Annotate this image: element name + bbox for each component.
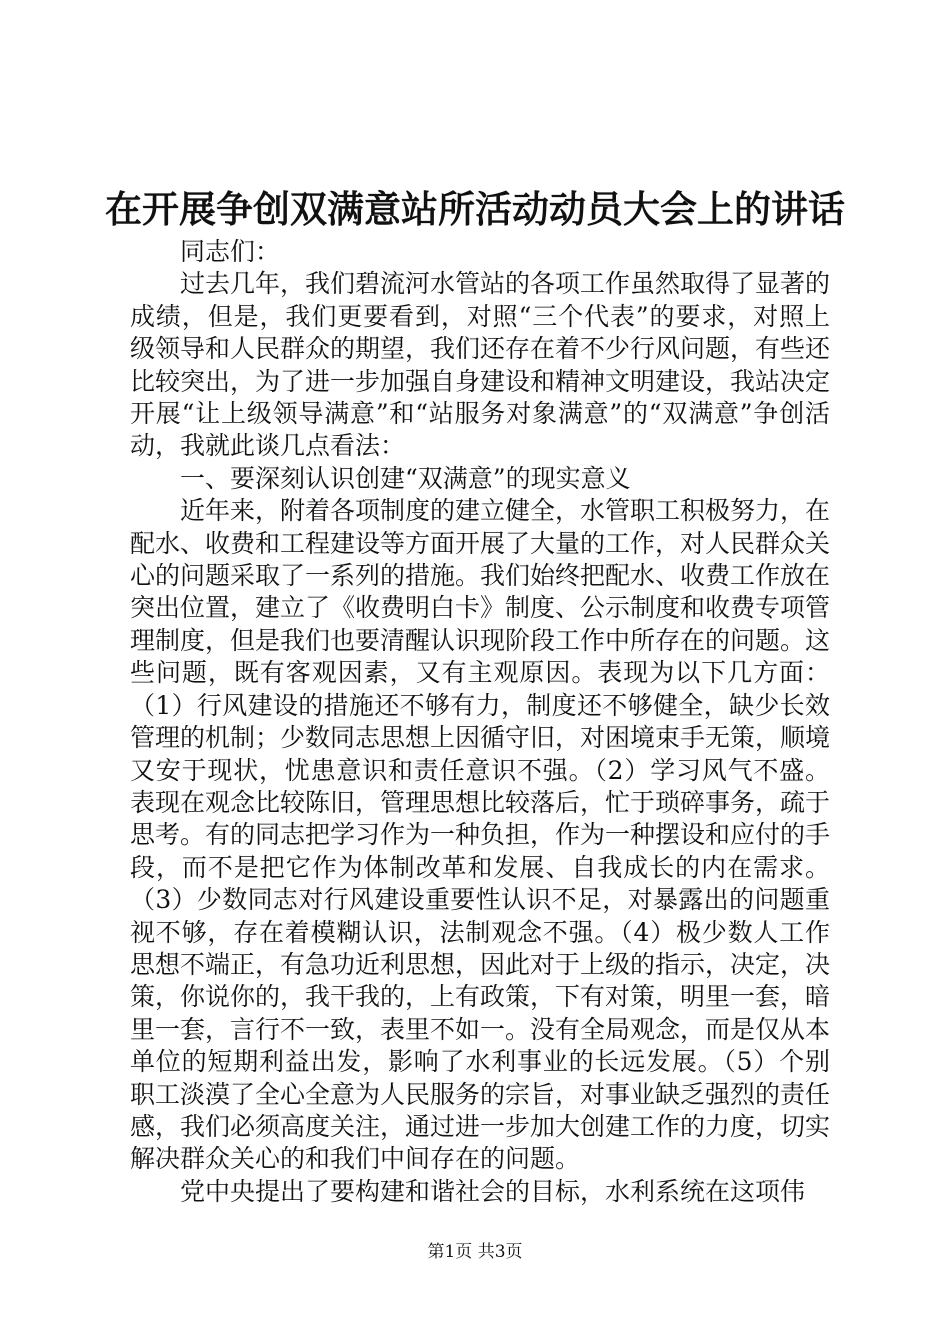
document-title: 在开展争创双满意站所活动动员大会上的讲话 xyxy=(105,187,845,231)
salutation: 同志们： xyxy=(180,237,281,266)
paragraph-continued: 党中央提出了要构建和谐社会的目标，水利系统在这项伟 xyxy=(180,1176,806,1206)
section-heading: 一、要深刻认识创建“双满意”的现实意义 xyxy=(180,463,631,493)
paragraph-intro: 过去几年，我们碧流河水管站的各项工作虽然取得了显著的成绩，但是，我们更要看到，对照“三个代表”的要求，对照上级领导和人民群众的期望，我们还存在着不少行风问题，有些还比较突出，为了进一步加强自身建设和精神文明建设，我站决定开展“让上级领导满意”和“站服务对象满意”的“双满意”争创活动，我就此谈几点看法： xyxy=(130,269,831,461)
document-body xyxy=(130,236,830,1208)
page-footer: 第1页 共3页 xyxy=(427,1242,523,1262)
paragraph-problems: 近年来，附着各项制度的建立健全，水管职工积极努力，在配水、收费和工程建设等方面开展了大量的工作，对人民群众关心的问题采取了一系列的措施。我们始终把配水、收费工作放在突出位置，建立了《收费明白卡》制度、公示制度和收费专项管理制度，但是我们也要清醒认识现阶段工作中所存在的问题。这些问题，既有客观因素，又有主观原因。表现为以下几方面：（1）行风建设的措施还不够有力，制度还不够健全，缺少长效管理的机制；少数同志思想上因循守旧，对困境束手无策，顺境又安于现状，忧患意识和责任意识不强。（2）学习风气不盛。表现在观念比较陈旧，管理思想比较落后，忙于琐碎事务，疏于思考。有的同志把学习作为一种负担，作为一种摆设和应付的手段，而不是把它作为体制改革和发展、自我成长的内在需求。（3）少数同志对行风建设重要性认识不足，对暴露出的问题重视不够，存在着模糊认识，法制观念不强。（4）极少数人工作思想不端正，有急功近利思想，因此对于上级的指示，决定，决策，你说你的，我干我的，上有政策，下有对策，明里一套，暗里一套，言行不一致，表里不如一。没有全局观念，而是仅从本单位的短期利益出发，影响了水利事业的长远发展。（5）个别职工淡漠了全心全意为人民服务的宗旨，对事业缺乏强烈的责任感，我们必须高度关注，通过进一步加大创建工作的力度，切实解决群众关心的和我们中间存在的问题。 xyxy=(130,496,831,1174)
